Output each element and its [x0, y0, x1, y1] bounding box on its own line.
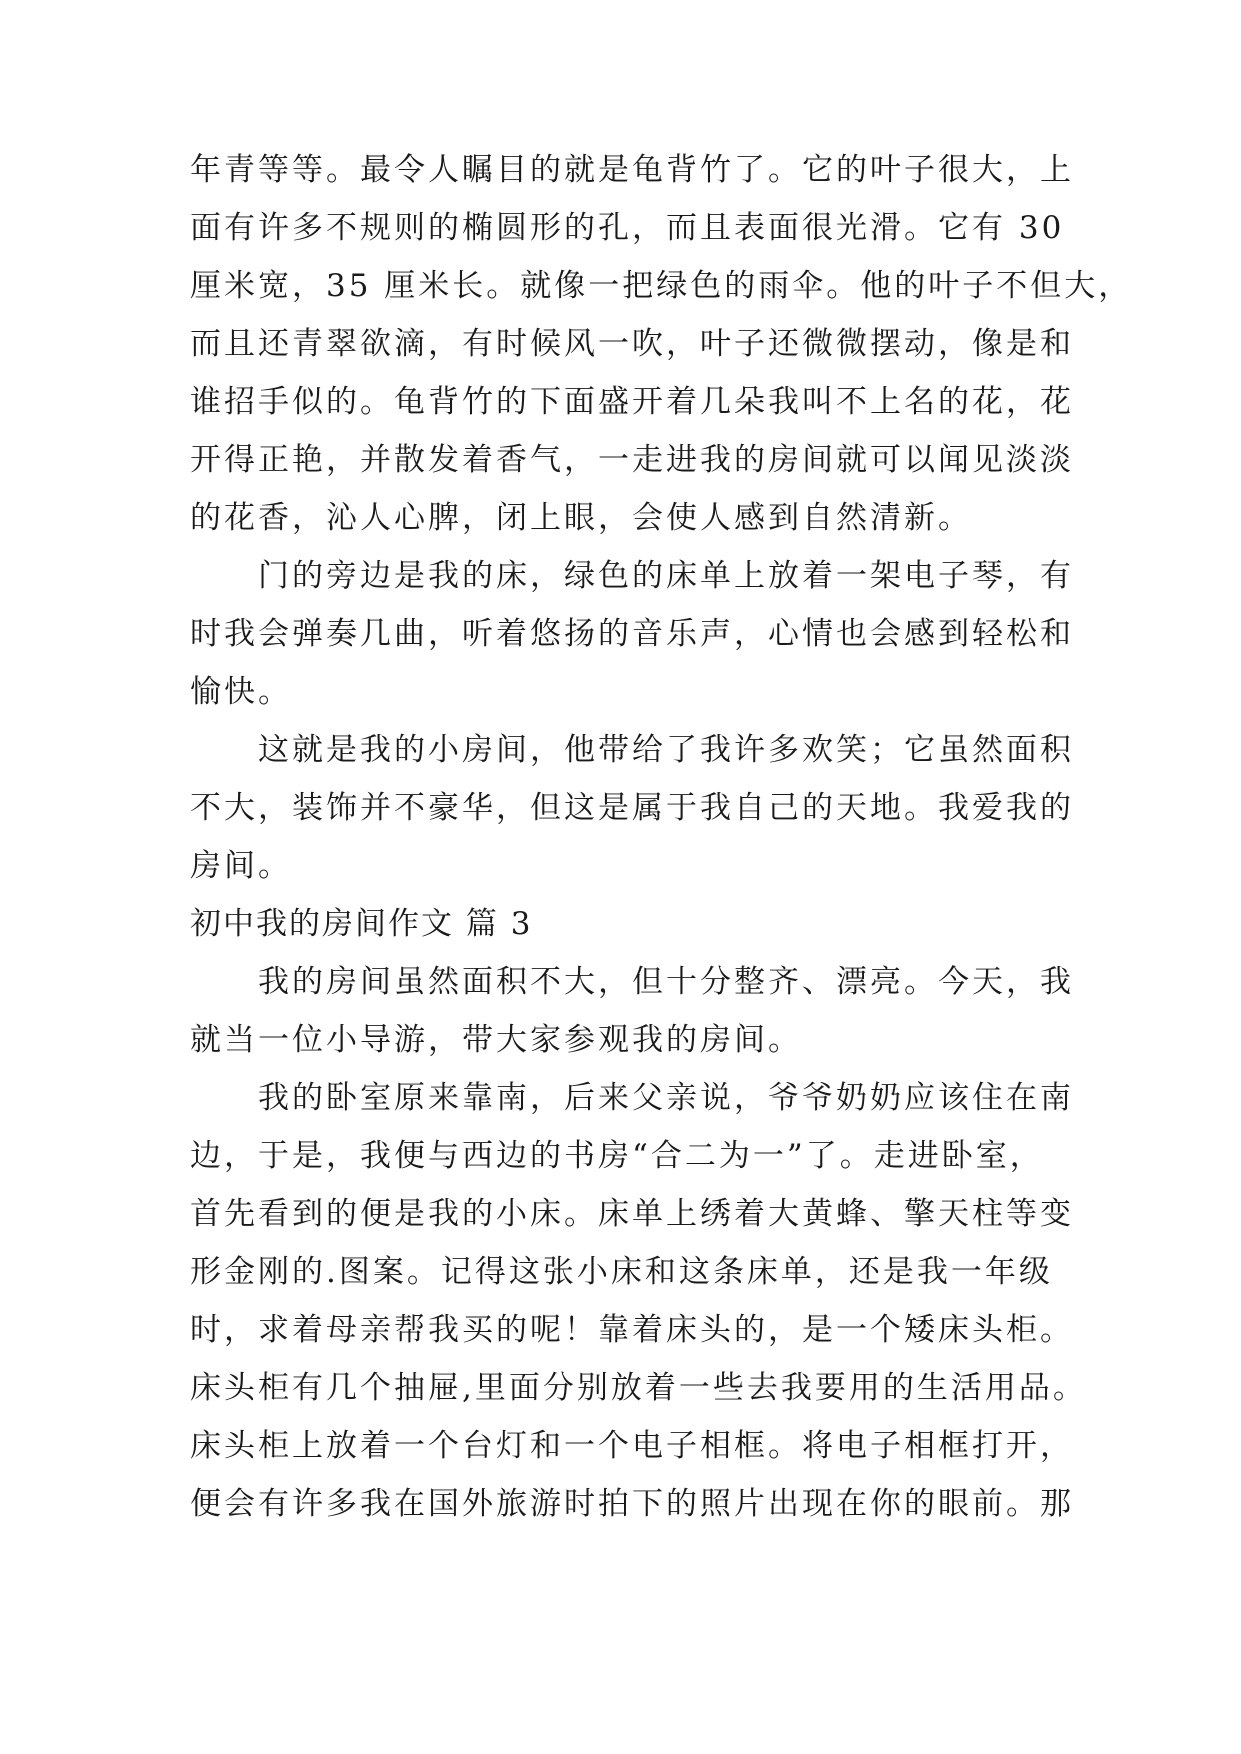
text-line: 首先看到的便是我的小床。床单上绣着大黄蜂、擎天柱等变 — [190, 1196, 1074, 1232]
paragraph-first-line: 我的卧室原来靠南，后来父亲说，爷爷奶奶应该住在南 — [258, 1080, 1074, 1116]
section-heading: 初中我的房间作文 篇 3 — [190, 906, 533, 942]
text-line: 面有许多不规则的椭圆形的孔，而且表面很光滑。它有 30 — [190, 210, 1065, 246]
text-line: 便会有许多我在国外旅游时拍下的照片出现在你的眼前。那 — [190, 1486, 1074, 1522]
paragraph-first-line: 我的房间虽然面积不大，但十分整齐、漂亮。今天，我 — [258, 964, 1074, 1000]
paragraph-first-line: 门的旁边是我的床，绿色的床单上放着一架电子琴，有 — [258, 558, 1074, 594]
text-line: 谁招手似的。龟背竹的下面盛开着几朵我叫不上名的花，花 — [190, 384, 1074, 420]
text-line: 时，求着母亲帮我买的呢！靠着床头的，是一个矮床头柜。 — [190, 1312, 1074, 1348]
paragraph-first-line: 这就是我的小房间，他带给了我许多欢笑；它虽然面积 — [258, 732, 1074, 768]
text-line: 而且还青翠欲滴，有时候风一吹，叶子还微微摆动，像是和 — [190, 326, 1074, 362]
text-line: 不大，装饰并不豪华，但这是属于我自己的天地。我爱我的 — [190, 790, 1074, 826]
text-line: 开得正艳，并散发着香气，一走进我的房间就可以闻见淡淡 — [190, 442, 1074, 478]
text-line: 床头柜上放着一个台灯和一个电子相框。将电子相框打开， — [190, 1428, 1074, 1464]
text-line: 形金刚的.图案。记得这张小床和这条床单，还是我一年级 — [190, 1254, 1053, 1290]
text-line: 就当一位小导游，带大家参观我的房间。 — [190, 1022, 802, 1058]
text-line: 愉快。 — [190, 674, 292, 710]
text-line: 年青等等。最令人瞩目的就是龟背竹了。它的叶子很大，上 — [190, 152, 1074, 188]
text-line: 时我会弹奏几曲，听着悠扬的音乐声，心情也会感到轻松和 — [190, 616, 1074, 652]
text-line: 房间。 — [190, 848, 292, 884]
text-line: 边，于是，我便与西边的书房“合二为一”了。走进卧室， — [190, 1138, 1044, 1174]
text-line: 的花香，沁人心脾，闭上眼，会使人感到自然清新。 — [190, 500, 972, 536]
text-line: 厘米宽，35 厘米长。就像一把绿色的雨伞。他的叶子不但大， — [190, 268, 1133, 304]
text-line: 床头柜有几个抽屉,里面分别放着一些去我要用的生活用品。 — [190, 1370, 1087, 1406]
